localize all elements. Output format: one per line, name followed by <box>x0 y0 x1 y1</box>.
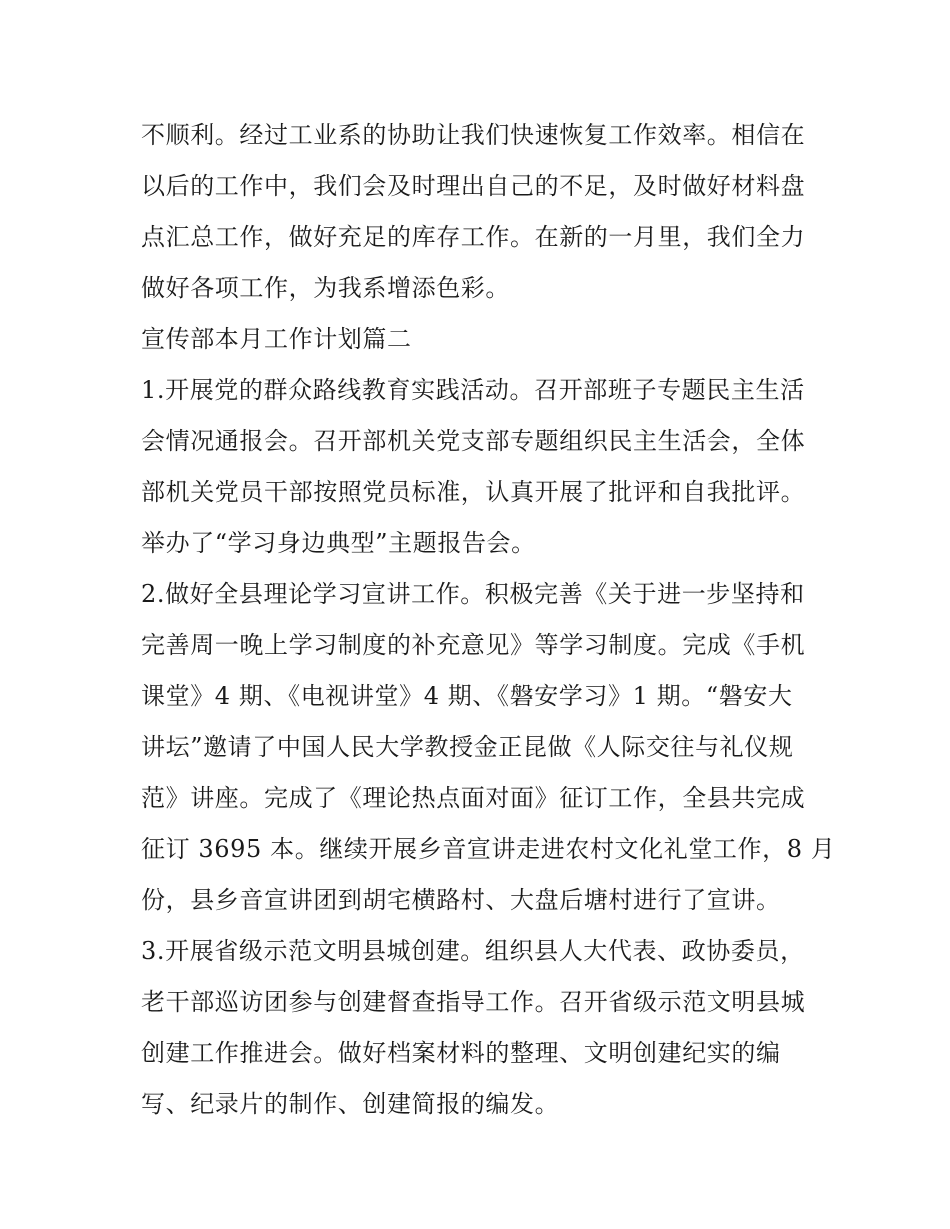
text-line: 征订 3695 本。继续开展乡音宣讲走进农村文化礼堂工作，8 月 <box>141 835 836 863</box>
text-line: 会情况通报会。召开部机关党支部专题组织民主生活会，全体 <box>141 427 806 455</box>
text-line: 写、纪录片的制作、创建简报的编发。 <box>141 1090 560 1118</box>
text-line: 以后的工作中，我们会及时理出自己的不足，及时做好材料盘 <box>141 172 806 200</box>
text-line: 份，县乡音宣讲团到胡宅横路村、大盘后塘村进行了宣讲。 <box>141 886 781 914</box>
text-line: 讲坛”邀请了中国人民大学教授金正昆做《人际交往与礼仪规 <box>141 733 794 761</box>
text-line: 1.开展党的群众路线教育实践活动。召开部班子专题民主生活 <box>141 376 805 404</box>
text-line: 2.做好全县理论学习宣讲工作。积极完善《关于进一步坚持和 <box>141 580 805 608</box>
text-line: 老干部巡访团参与创建督查指导工作。召开省级示范文明县城 <box>141 988 806 1016</box>
section-heading: 宣传部本月工作计划篇二 <box>141 325 412 353</box>
text-line: 3.开展省级示范文明县城创建。组织县人大代表、政协委员， <box>141 937 805 965</box>
text-line: 做好各项工作，为我系增添色彩。 <box>141 274 510 302</box>
text-line: 不顺利。经过工业系的协助让我们快速恢复工作效率。相信在 <box>141 121 806 149</box>
document-body <box>141 110 836 1130</box>
text-line: 完善周一晚上学习制度的补充意见》等学习制度。完成《手机 <box>141 631 806 659</box>
text-line: 点汇总工作，做好充足的库存工作。在新的一月里，我们全力 <box>141 223 806 251</box>
text-line: 创建工作推进会。做好档案材料的整理、文明创建纪实的编 <box>141 1039 781 1067</box>
text-line: 部机关党员干部按照党员标准，认真开展了批评和自我批评。 <box>141 478 806 506</box>
text-line: 课堂》4 期、《电视讲堂》4 期、《磐安学习》1 期。“磐安大 <box>141 682 793 710</box>
text-line: 举办了“学习身边典型”主题报告会。 <box>141 529 536 557</box>
text-line: 范》讲座。完成了《理论热点面对面》征订工作，全县共完成 <box>141 784 806 812</box>
